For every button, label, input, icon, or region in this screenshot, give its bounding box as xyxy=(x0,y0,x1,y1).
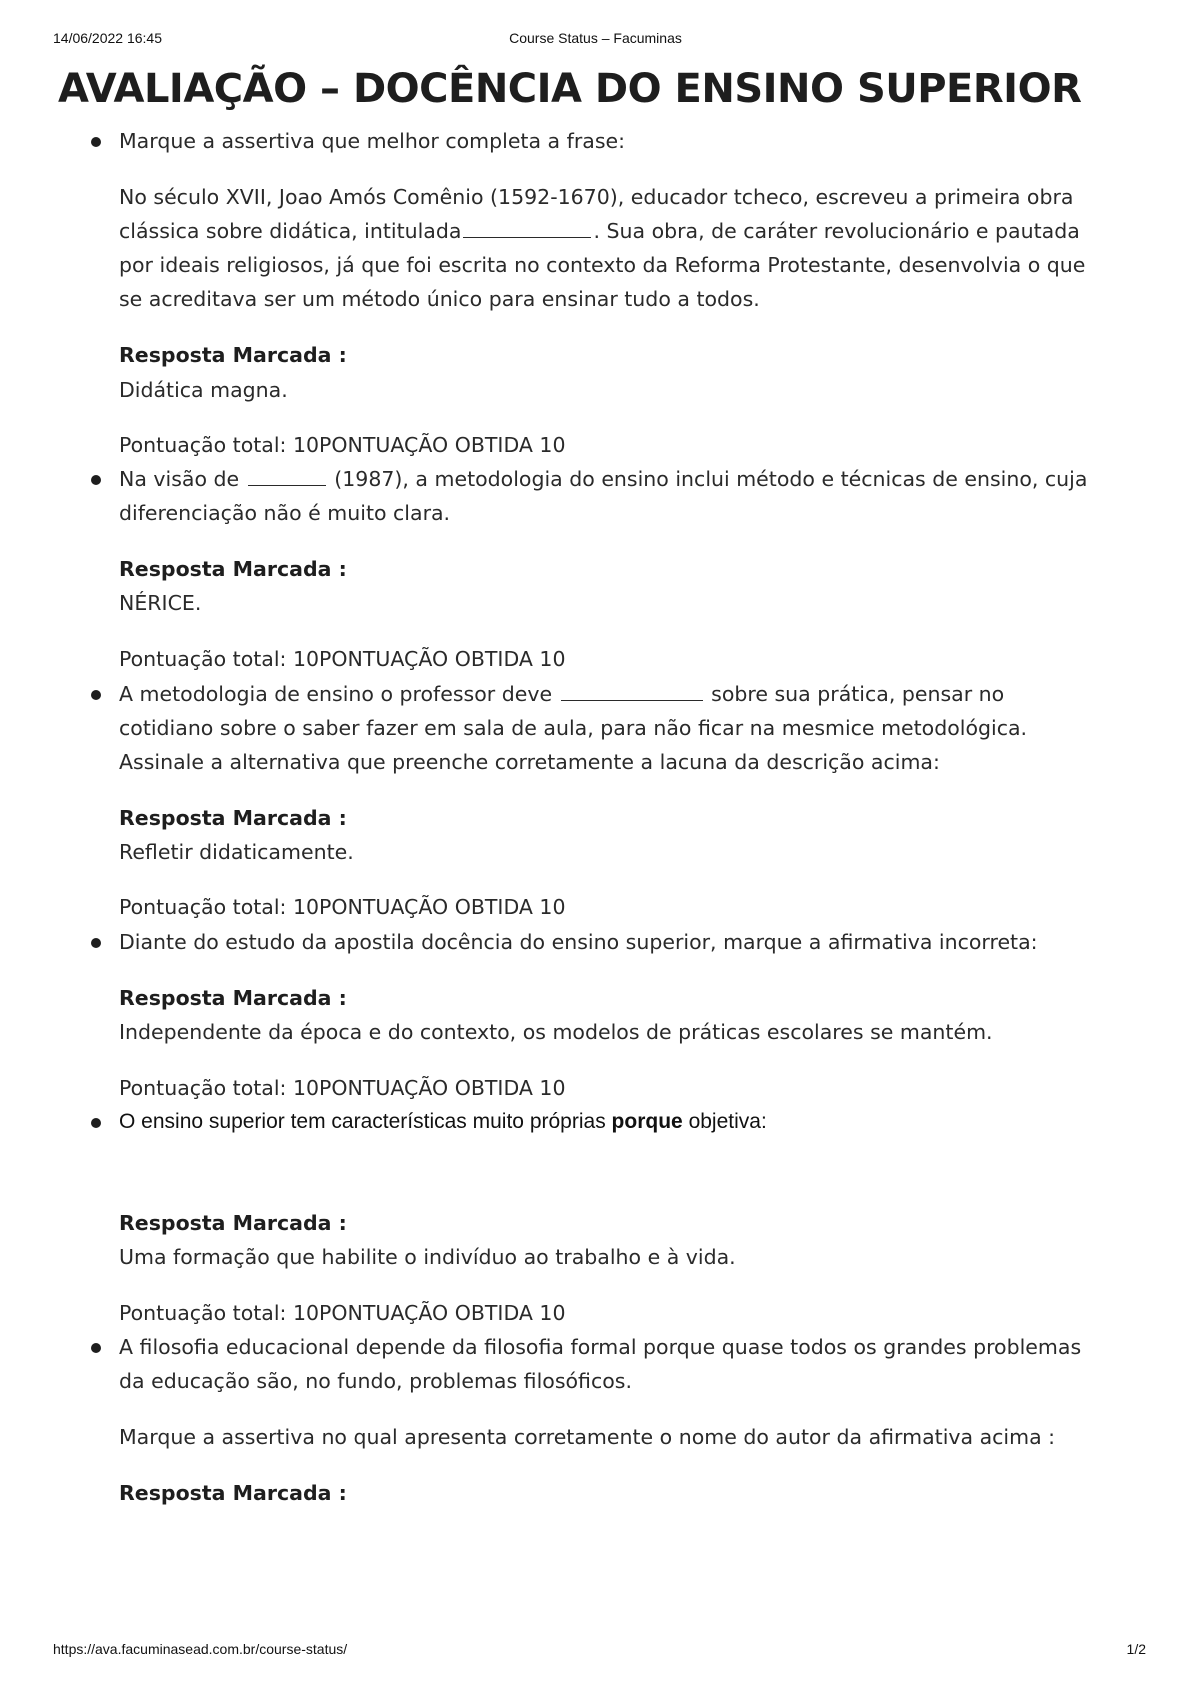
question-4-answer: Independente da época e do contexto, os modelos de práticas escolares se mantém. xyxy=(119,1020,993,1044)
question-2-prompt-line: diferenciação não é muito clara. xyxy=(119,501,451,525)
question-5-score: Pontuação total: 10PONTUAÇÃO OBTIDA 10 xyxy=(119,1301,566,1325)
question-1-context-line: por ideais religiosos, já que foi escrita no contexto da Reforma Protestante, desenvolvia o que xyxy=(119,253,1086,277)
question-2-prompt: Na visão de (1987), a metodologia do ensino inclui método e técnicas de ensino, cuja xyxy=(119,461,1087,497)
question-6-prompt: A filosofia educacional depende da filosofia formal porque quase todos os grandes problemas xyxy=(119,1335,1082,1359)
question-2-answer: NÉRICE. xyxy=(119,591,202,615)
question-bullet xyxy=(91,1118,101,1128)
print-tab-title: Course Status – Facuminas xyxy=(509,30,682,46)
question-bullet xyxy=(91,475,101,485)
question-1-context-line: No século XVII, Joao Amós Comênio (1592-1670), educador tcheco, escreveu a primeira obra xyxy=(119,185,1074,209)
print-footer xyxy=(0,1641,1191,1661)
question-6-prompt-line: Marque a assertiva no qual apresenta corretamente o nome do autor da afirmativa acima : xyxy=(119,1425,1056,1449)
answer-label: Resposta Marcada : xyxy=(119,1481,347,1505)
answer-label: Resposta Marcada : xyxy=(119,806,347,830)
question-1-prompt: Marque a assertiva que melhor completa a frase: xyxy=(119,129,626,153)
question-bullet xyxy=(91,137,101,147)
answer-blank xyxy=(463,215,591,238)
page-number: 1/2 xyxy=(1126,1641,1146,1657)
question-1-context-line: se acreditava ser um método único para ensinar tudo a todos. xyxy=(119,287,760,311)
question-3-score: Pontuação total: 10PONTUAÇÃO OBTIDA 10 xyxy=(119,895,566,919)
answer-label: Resposta Marcada : xyxy=(119,986,347,1010)
print-datetime: 14/06/2022 16:45 xyxy=(53,30,162,46)
question-6-prompt-line: da educação são, no fundo, problemas filosóficos. xyxy=(119,1369,632,1393)
question-bullet xyxy=(91,1343,101,1353)
question-1-context-line: clássica sobre didática, intitulada . Sua obra, de caráter revolucionário e pautada xyxy=(119,213,1080,249)
answer-label: Resposta Marcada : xyxy=(119,343,347,367)
answer-blank xyxy=(248,463,326,486)
question-4-prompt: Diante do estudo da apostila docência do ensino superior, marque a afirmativa incorreta: xyxy=(119,930,1038,954)
question-5-answer: Uma formação que habilite o indivíduo ao trabalho e à vida. xyxy=(119,1245,736,1269)
question-1-answer: Didática magna. xyxy=(119,378,288,402)
answer-label: Resposta Marcada : xyxy=(119,1211,347,1235)
question-bullet xyxy=(91,938,101,948)
question-3-answer: Refletir didaticamente. xyxy=(119,840,354,864)
question-bullet xyxy=(91,690,101,700)
answer-label: Resposta Marcada : xyxy=(119,557,347,581)
question-3-prompt-line: cotidiano sobre o saber fazer em sala de aula, para não ficar na mesmice metodológica. xyxy=(119,716,1028,740)
print-header xyxy=(0,30,1191,50)
question-4-score: Pontuação total: 10PONTUAÇÃO OBTIDA 10 xyxy=(119,1076,566,1100)
print-url: https://ava.facuminasead.com.br/course-status/ xyxy=(53,1641,348,1657)
question-5-prompt: O ensino superior tem características muito próprias porque objetiva: xyxy=(119,1110,767,1133)
question-3-prompt: A metodologia de ensino o professor deve sobre sua prática, pensar no xyxy=(119,676,1004,712)
question-2-score: Pontuação total: 10PONTUAÇÃO OBTIDA 10 xyxy=(119,647,566,671)
answer-blank xyxy=(561,678,703,701)
question-3-prompt-line: Assinale a alternativa que preenche corretamente a lacuna da descrição acima: xyxy=(119,750,940,774)
question-1-score: Pontuação total: 10PONTUAÇÃO OBTIDA 10 xyxy=(119,433,566,457)
page-title: AVALIAÇÃO – DOCÊNCIA DO ENSINO SUPERIOR xyxy=(58,66,1082,112)
